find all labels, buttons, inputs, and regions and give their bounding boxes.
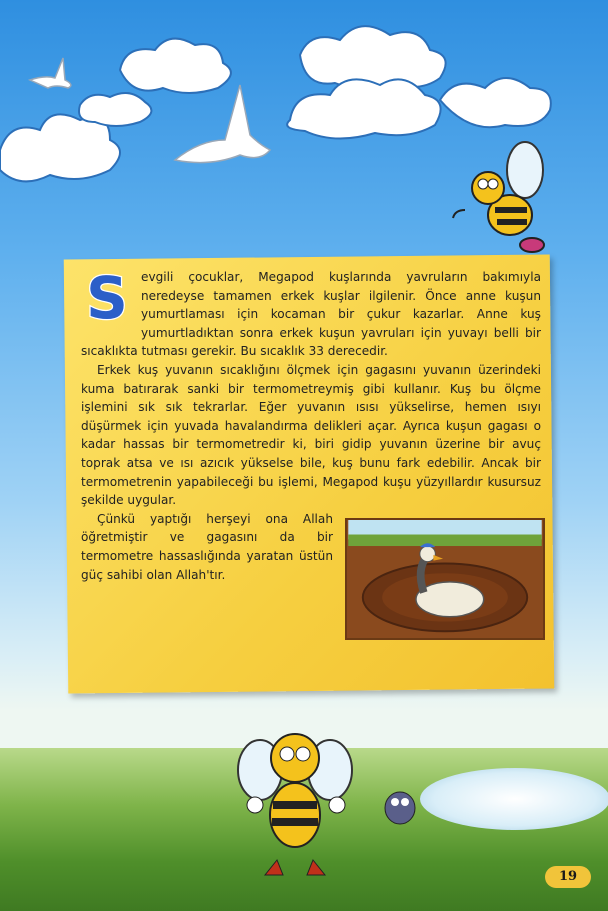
cloud-far-right xyxy=(440,78,551,127)
bee-mascot-bottom xyxy=(225,710,365,880)
cloud-small xyxy=(79,93,151,126)
bird-nest-illustration xyxy=(345,518,545,640)
seagull-large xyxy=(175,85,270,163)
dropcap-glyph: S xyxy=(86,270,128,326)
seagull-small xyxy=(30,58,71,88)
paragraph-2 xyxy=(81,361,541,510)
page-number: 19 xyxy=(545,866,591,888)
dropcap-letter xyxy=(79,270,135,326)
pond-illustration xyxy=(420,768,608,830)
paragraph-1: evgili çocuklar, Megapod kuşlarında yavruların bakımıyla neredeyse tamamen erkek kuşlar ilgilenir. Önce anne kuşun yumurtlaması için kocaman bir çukur kazarlar. Anne kuş yumurtladıktan sonra erkek kuşun yavruları için yuvayı belli bir sıcaklıkta tutması gerekir. Bu sıcaklık 33 derecedir. xyxy=(81,270,541,359)
cloud-right xyxy=(287,79,440,138)
bee-mascot-top xyxy=(450,140,560,260)
paragraph-3: Çünkü yaptığı herşeyi ona Allah öğretmiştir ve gagasını da bir termometre hassaslığında yaratan üstün güç sahibi olan Allah'tır. xyxy=(81,511,333,582)
cloud-top-right xyxy=(300,26,446,89)
story-text xyxy=(81,268,541,644)
paragraph-2-text: Erkek kuş yuvanın sıcaklığını ölçmek için gagasını yuvanın üzerindeki kuma batırarak sanki bir termometreymiş gibi kullanır. Kuş bu ölçme işlemini sık sık tekrarlar. Eğer yuvanın ısısı yükselirse, hemen ısıyı düşürmek için yuvada havalandırma delikleri açar. Ayrıca kuşun gagası o kadar hassas bir termometredir ki, biri gidip yuvanın üzerine bir avuç toprak atsa ve ısı azıcık yükselse bile, kuş bunu fark edebilir. Ancak bir termometrenin yapabileceği bu işlemi, Megapod kuşu yüzyıllardır kusursuz şekilde uygular. xyxy=(81,362,541,508)
mole-character xyxy=(380,780,420,825)
cloud-top-left xyxy=(120,39,231,93)
